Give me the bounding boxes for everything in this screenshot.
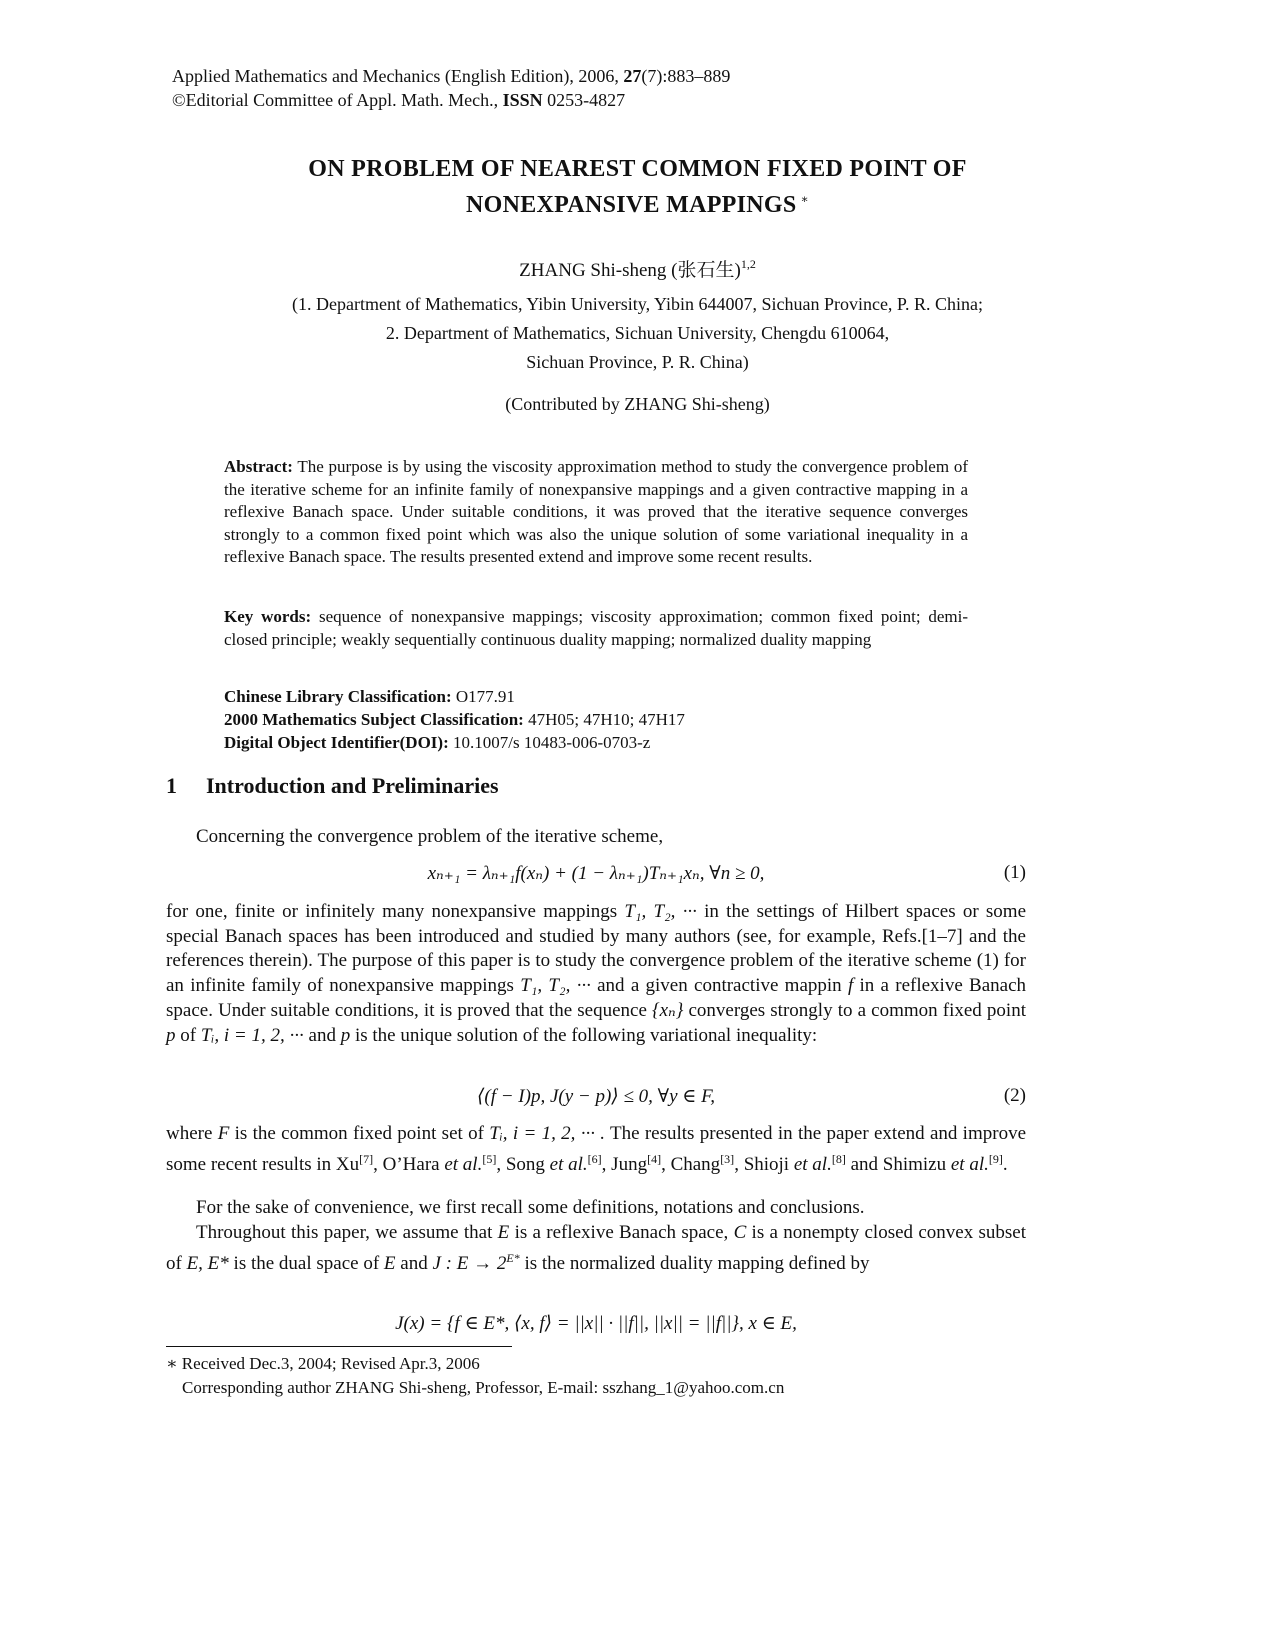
affiliation-line: (1. Department of Mathematics, Yibin University, Yibin 644007, Sichuan Province, P. R. China;: [292, 294, 983, 314]
author-affiliation-mark: 1,2: [740, 257, 756, 271]
equation-text: xₙ₊₁ = λₙ₊₁f(xₙ) + (1 − λₙ₊₁)Tₙ₊₁xₙ, ∀n ≥ 0,: [427, 863, 765, 884]
paragraph: For the sake of convenience, we first recall some definitions, notations and conclusions.: [196, 1197, 865, 1218]
equation-duality: [166, 1312, 1026, 1338]
keywords: [224, 606, 968, 651]
doi-line: Digital Object Identifier(DOI): 10.1007/s 10483-006-0703-z: [224, 733, 651, 752]
keywords-label: Key words:: [224, 607, 312, 626]
section-number: 1: [166, 773, 177, 798]
equation-text: J(x) = {f ∈ E*, ⟨x, f⟩ = ||x|| · ||f||, ||x|| = ||f||}, x ∈ E,: [395, 1313, 797, 1334]
author: ZHANG Shi-sheng (张石生)$^{1,2}$: [519, 257, 756, 281]
citation: [4]: [647, 1151, 662, 1166]
equation-1: [166, 862, 1026, 888]
journal-citation: Applied Mathematics and Mechanics (English Edition), 2006, 27(7):883–889: [172, 66, 731, 86]
section-heading: [166, 773, 499, 799]
citation: [3]: [720, 1151, 735, 1166]
paragraph: for one, finite or infinitely many nonexpansive mappings T₁, T₂, ··· in the settings of Hilbert spaces or some special Banach spaces has been introduced and studied by many authors (see, for example, Refs.[1–7] and the references therein). The purpose of this paper is to study the convergence problem of the iterative scheme (1) for an infinite family of nonexpansive mappings T₁, T₂, ··· and a given contractive mappin f in a reflexive Banach space. Under suitable conditions, it is proved that the sequence {xₙ} converges strongly to a common fixed point p of Tᵢ, i = 1, 2, ··· and p is the unique solution of the following variational inequality:: [166, 901, 1027, 1046]
paper-title: [150, 154, 1125, 220]
citation: [6]: [587, 1151, 602, 1166]
footnote-rule: [166, 1346, 512, 1347]
title-footnote-mark: ∗: [800, 192, 809, 206]
title-line-2: NONEXPANSIVE MAPPINGS ∗: [465, 192, 809, 218]
affiliation-line: 2. Department of Mathematics, Sichuan University, Chengdu 610064,: [385, 323, 890, 343]
classification-line: Chinese Library Classification: O177.91: [224, 687, 515, 706]
equation-number: (2): [1003, 1085, 1026, 1106]
affiliation-line: Sichuan Province, P. R. China): [526, 352, 749, 372]
abstract-text: The purpose is by using the viscosity approximation method to study the convergence problem of the iterative scheme for an infinite family of nonexpansive mappings and a given contractive mapping in a reflexive Banach space. Under suitable conditions, it was proved that the iterative sequence converges strongly to a common fixed point which was also the unique solution of some variational inequality in a reflexive Banach space. The results presented extend and improve some recent results.: [224, 457, 968, 566]
citation: [5]: [482, 1151, 497, 1166]
journal-copyright: ©Editorial Committee of Appl. Math. Mech., ISSN 0253-4827: [172, 90, 626, 110]
footnote-received: ∗ Received Dec.3, 2004; Revised Apr.3, 2006: [166, 1354, 480, 1373]
equation-text: ⟨(f − I)p, J(y − p)⟩ ≤ 0, ∀y ∈ F,: [476, 1086, 716, 1107]
affiliations: [150, 290, 1125, 377]
equation-number: (1): [1003, 862, 1026, 883]
title-line-1: ON PROBLEM OF NEAREST COMMON FIXED POINT OF: [308, 156, 967, 182]
footnote-author: Corresponding author ZHANG Shi-sheng, Professor, E-mail: sszhang_1@yahoo.com.cn: [182, 1378, 785, 1397]
abstract-label: Abstract:: [224, 457, 293, 476]
classification-line: 2000 Mathematics Subject Classification: 47H05; 47H10; 47H17: [224, 710, 685, 729]
abstract: [224, 456, 968, 569]
paragraph: where F is the common fixed point set of Tᵢ, i = 1, 2, ··· . The results presented in the paper extend and improve some recent results in Xu[7], O’Hara et al.[5], Song et al.[6], Jung[4], Chang[3], Shioji et al.[8] and Shimizu et al.[9].: [166, 1123, 1027, 1175]
issn-label: ISSN: [502, 90, 543, 110]
keywords-text: sequence of nonexpansive mappings; viscosity approximation; common fixed point; demi-closed principle; weakly sequentially continuous duality mapping; normalized duality mapping: [224, 607, 969, 649]
paragraph: Concerning the convergence problem of the iterative scheme,: [196, 826, 664, 847]
citation: [7]: [359, 1151, 374, 1166]
citation: [8]: [831, 1151, 846, 1166]
journal-header: [172, 64, 730, 112]
section-title: Introduction and Preliminaries: [206, 773, 499, 798]
contributed-by: (Contributed by ZHANG Shi-sheng): [505, 394, 770, 414]
journal-volume: 27: [623, 66, 642, 86]
paragraph: Throughout this paper, we assume that E is a reflexive Banach space, C is a nonempty closed convex subset of E, E* is the dual space of E and J : $E \to 2^{E*}$ is the normalized duality mapping defined by: [166, 1222, 1026, 1274]
citation: [9]: [988, 1151, 1003, 1166]
equation-2: [166, 1085, 1026, 1111]
classification-block: [224, 685, 685, 754]
